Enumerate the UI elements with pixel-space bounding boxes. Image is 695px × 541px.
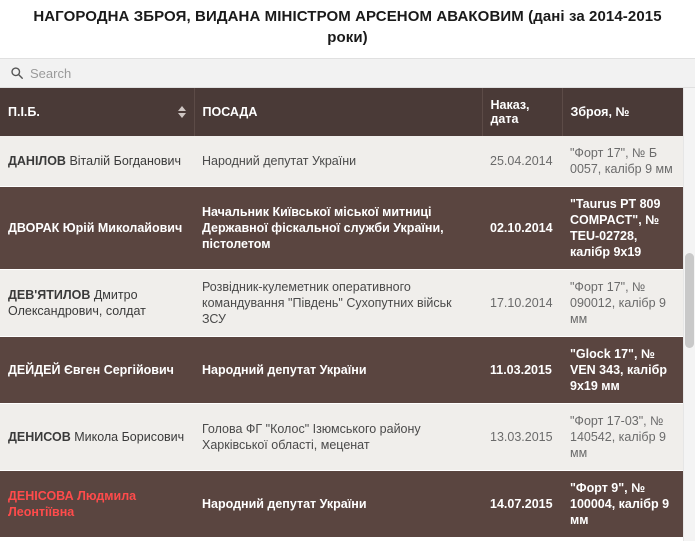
column-header-order-date[interactable]	[482, 88, 562, 136]
vertical-scrollbar[interactable]	[683, 88, 695, 541]
table-scroll-area[interactable]	[0, 88, 695, 541]
person-surname: ДЕЙДЕЙ	[8, 363, 64, 377]
cell-weapon: "Glock 17", № VEN 343, калібр 9x19 мм	[562, 337, 684, 404]
search-icon	[10, 66, 24, 80]
column-header-name-label: П.І.Б.	[8, 105, 40, 119]
cell-order-date: 17.10.2014	[482, 270, 562, 337]
cell-position: Народний депутат України	[194, 337, 482, 404]
table-row[interactable]	[0, 471, 684, 538]
cell-order-date: 14.07.2015	[482, 471, 562, 538]
cell-name	[0, 337, 194, 404]
cell-weapon: "Taurus PT 809 COMPACT", № TEU-02728, калібр 9x19	[562, 187, 684, 270]
column-header-name[interactable]	[0, 88, 194, 136]
column-header-weapon[interactable]	[562, 88, 684, 136]
table-body	[0, 136, 684, 538]
person-givenname: Віталій Богданович	[69, 154, 182, 168]
cell-position: Розвідник-кулеметник оперативного командування "Південь" Сухопутних військ ЗСУ	[194, 270, 482, 337]
person-givenname: Людмила Леонтіївна	[8, 489, 137, 519]
cell-position: Голова ФГ "Колос" Ізюмського району Харківської області, меценат	[194, 404, 482, 471]
search-input[interactable]	[30, 66, 330, 81]
cell-weapon: "Форт 17", № 090012, калібр 9 мм	[562, 270, 684, 337]
awarded-weapons-table	[0, 88, 684, 538]
table-row[interactable]	[0, 337, 684, 404]
cell-name	[0, 404, 194, 471]
table-row[interactable]	[0, 187, 684, 270]
cell-weapon: "Форт 9", № 100004, калібр 9 мм	[562, 471, 684, 538]
cell-position: Начальник Київської міської митниці Державної фіскальної служби України, пістолетом	[194, 187, 482, 270]
page-title: НАГОРОДНА ЗБРОЯ, ВИДАНА МІНІСТРОМ АРСЕНОМ АВАКОВИМ (дані за 2014-2015 роки)	[33, 8, 662, 46]
table-header	[0, 88, 684, 136]
table-row[interactable]	[0, 270, 684, 337]
cell-position: Народний депутат України	[194, 136, 482, 187]
cell-order-date: 25.04.2014	[482, 136, 562, 187]
cell-weapon: "Форт 17-03", № 140542, калібр 9 мм	[562, 404, 684, 471]
cell-name	[0, 471, 194, 538]
column-header-position[interactable]	[194, 88, 482, 136]
cell-order-date: 11.03.2015	[482, 337, 562, 404]
sort-arrows-icon[interactable]	[178, 106, 186, 118]
cell-weapon: "Форт 17", № Б 0057, калібр 9 мм	[562, 136, 684, 187]
person-surname: ДВОРАК	[8, 221, 63, 235]
scrollbar-thumb[interactable]	[685, 253, 694, 348]
sort-descending-icon	[178, 113, 186, 118]
cell-order-date: 02.10.2014	[482, 187, 562, 270]
search-bar[interactable]	[0, 58, 695, 88]
cell-name	[0, 270, 194, 337]
person-surname: ДЕВ'ЯТИЛОВ	[8, 288, 94, 302]
person-givenname: Юрій Миколайович	[62, 221, 183, 235]
table-header-row	[0, 88, 684, 136]
person-givenname: Микола Борисович	[74, 430, 185, 444]
cell-name	[0, 187, 194, 270]
cell-position: Народний депутат України	[194, 471, 482, 538]
sort-ascending-icon	[178, 106, 186, 111]
person-givenname: Дмитро Олександрович, солдат	[8, 288, 146, 318]
person-surname: ДЕНИСОВ	[8, 430, 75, 444]
person-givenname: Євген Сергійович	[63, 363, 174, 377]
cell-name	[0, 136, 194, 187]
person-surname: ДЕНІСОВА	[8, 489, 78, 503]
table-row[interactable]	[0, 136, 684, 187]
table-row[interactable]	[0, 404, 684, 471]
cell-order-date: 13.03.2015	[482, 404, 562, 471]
column-header-weapon-label: Зброя, №	[570, 105, 630, 119]
column-header-position-label: ПОСАДА	[202, 105, 258, 119]
column-header-order-date-label: Наказ, дата	[490, 98, 530, 126]
person-surname: ДАНІЛОВ	[8, 154, 70, 168]
